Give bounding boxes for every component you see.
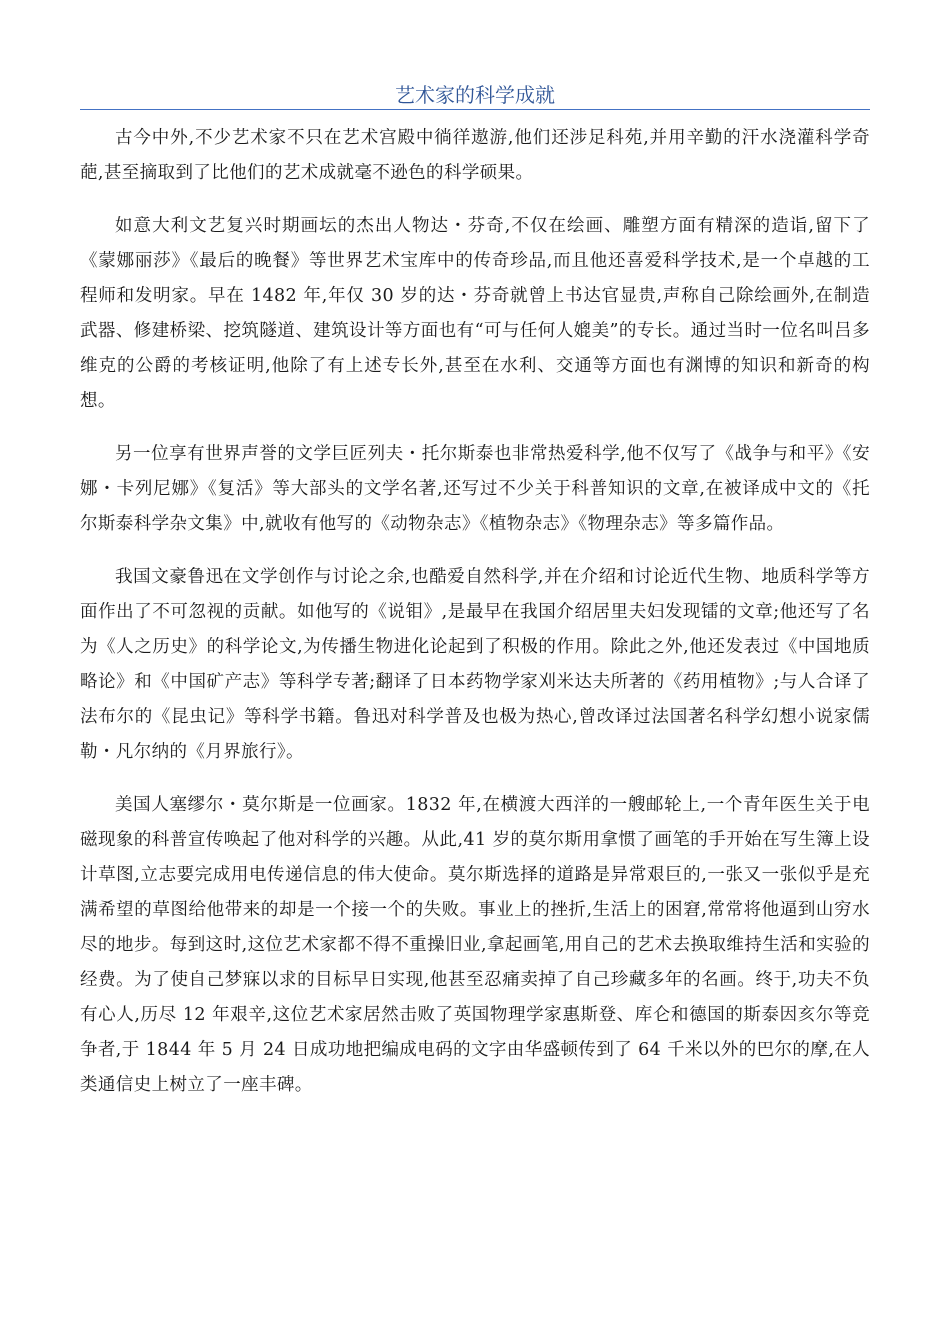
article-body — [80, 121, 870, 1121]
header-divider — [80, 109, 870, 110]
paragraph: 如意大利文艺复兴时期画坛的杰出人物达・芬奇,不仅在绘画、雕塑方面有精深的造诣,留下了《蒙娜丽莎》《最后的晚餐》等世界艺术宝库中的传奇珍品,而且他还喜爱科学技术,是一个卓越的工程师和发明家。早在 1482 年,年仅 30 岁的达・芬奇就曾上书达官显贵,声称自己除绘画外,在制造武器、修建桥梁、挖筑隧道、建筑设计等方面也有“可与任何人媲美”的专长。通过当时一位名叫吕多维克的公爵的考核证明,他除了有上述专长外,甚至在水利、交通等方面也有渊博的知识和新奇的构想。 — [80, 216, 870, 411]
paragraph: 古今中外,不少艺术家不只在艺术宫殿中徜徉遨游,他们还涉足科苑,并用辛勤的汗水浇灌科学奇葩,甚至摘取到了比他们的艺术成就毫不逊色的科学硕果。 — [80, 128, 870, 183]
paragraph: 我国文豪鲁迅在文学创作与讨论之余,也酷爱自然科学,并在介绍和讨论近代生物、地质科学等方面作出了不可忽视的贡献。如他写的《说钼》,是最早在我国介绍居里夫妇发现镭的文章;他还写了名为《人之历史》的科学论文,为传播生物进化论起到了积极的作用。除此之外,他还发表过《中国地质略论》和《中国矿产志》等科学专著;翻译了日本药物学家刈米达夫所著的《药用植物》;与人合译了法布尔的《昆虫记》等科学书籍。鲁迅对科学普及也极为热心,曾改译过法国著名科学幻想小说家儒勒・凡尔纳的《月界旅行》。 — [80, 567, 870, 762]
page-header-title: 艺术家的科学成就 — [395, 83, 555, 107]
paragraph: 美国人塞缪尔・莫尔斯是一位画家。1832 年,在横渡大西洋的一艘邮轮上,一个青年医生关于电磁现象的科普宣传唤起了他对科学的兴趣。从此,41 岁的莫尔斯用拿惯了画笔的手开始在写生簿上设计草图,立志要完成用电传递信息的伟大使命。莫尔斯选择的道路是异常艰巨的,一张又一张似乎是充满希望的草图给他带来的却是一个接一个的失败。事业上的挫折,生活上的困窘,常常将他逼到山穷水尽的地步。每到这时,这位艺术家都不得不重操旧业,拿起画笔,用自己的艺术去换取维持生活和实验的经费。为了使自己梦寐以求的目标早日实现,他甚至忍痛卖掉了自己珍藏多年的名画。终于,功夫不负有心人,历尽 12 年艰辛,这位艺术家居然击败了英国物理学家惠斯登、库仑和德国的斯泰因亥尔等竞争者,于 1844 年 5 月 24 日成功地把编成电码的文字由华盛顿传到了 64 千米以外的巴尔的摩,在人类通信史上树立了一座丰碑。 — [80, 795, 870, 1095]
paragraph: 另一位享有世界声誉的文学巨匠列夫・托尔斯泰也非常热爱科学,他不仅写了《战争与和平》《安娜・卡列尼娜》《复活》等大部头的文学名著,还写过不少关于科普知识的文章,在被译成中文的《托尔斯泰科学杂文集》中,就收有他写的《动物杂志》《植物杂志》《物理杂志》等多篇作品。 — [80, 444, 870, 534]
